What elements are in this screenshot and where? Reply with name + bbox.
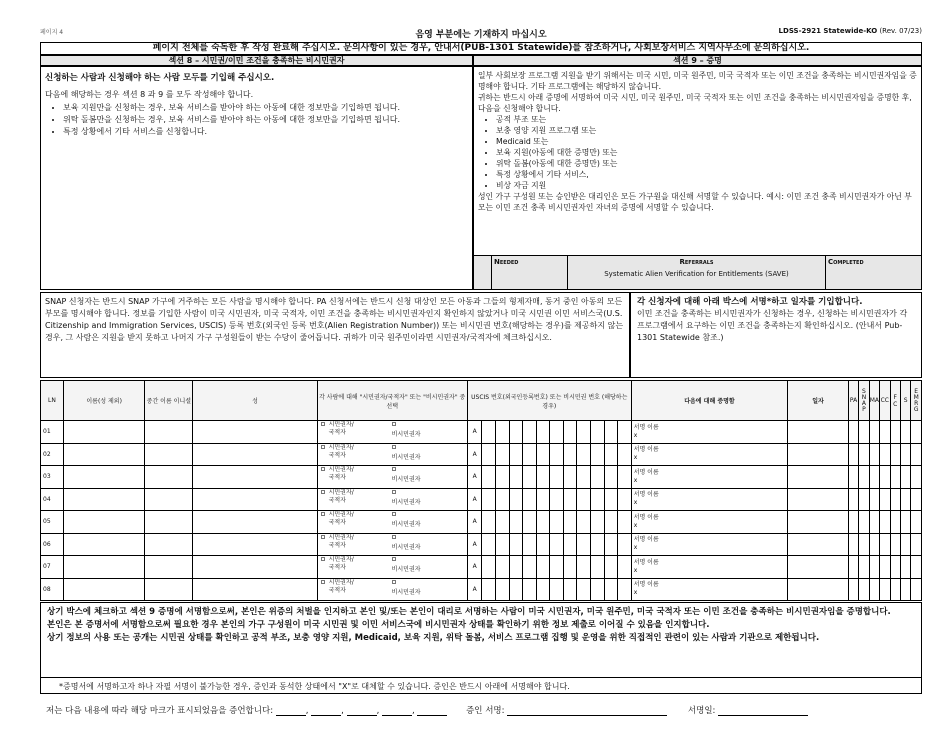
uscis-digit-field[interactable] bbox=[482, 466, 496, 489]
list-item: • 비상 자금 지원 bbox=[496, 180, 917, 191]
program-checkbox[interactable] bbox=[900, 443, 910, 466]
uscis-digit-field[interactable] bbox=[536, 511, 550, 534]
col-cc: CC bbox=[880, 381, 890, 421]
uscis-digit-field[interactable] bbox=[577, 421, 591, 444]
list-item: • 보육 지원만을 신청하는 경우, 보육 서비스를 받아야 하는 아동에 대한 정보만을 기입하면 됩니다. bbox=[63, 102, 468, 113]
uscis-digit-field[interactable] bbox=[590, 533, 604, 556]
citizen-checkbox[interactable] bbox=[321, 512, 325, 516]
date-field[interactable] bbox=[788, 556, 849, 579]
middle-initial-field[interactable] bbox=[145, 443, 193, 466]
status-cell: 시민권자/ 국적자 비시민권자 bbox=[317, 421, 467, 444]
uscis-digit-field[interactable] bbox=[618, 556, 632, 579]
first-name-field[interactable] bbox=[63, 556, 144, 579]
uscis-digit-field[interactable] bbox=[509, 466, 523, 489]
program-checkbox[interactable] bbox=[869, 421, 879, 444]
uscis-digit-field[interactable] bbox=[523, 466, 537, 489]
signature-field[interactable]: 서명 이름 x bbox=[631, 443, 788, 466]
middle-initial-field[interactable] bbox=[145, 511, 193, 534]
section9-bullets bbox=[496, 114, 917, 191]
shading-notice: 음영 부분에는 기재하지 마십시오 bbox=[415, 30, 547, 40]
affirmation-para1: 상기 박스에 체크하고 섹션 9 증명에 서명함으로써, 본인은 위증의 처벌을 인지하고 본인 및/또는 본인이 대리로 서명하는 사람이 미국 시민권자, 미국 원주민, 미국 국적자 또는 이민 조건을 충족하는 비시민권자임을 증명합니다. bbox=[47, 607, 891, 617]
section9-title: 섹션 9 – 증명 bbox=[473, 55, 922, 66]
mark-field[interactable] bbox=[311, 708, 341, 716]
uscis-digit-field[interactable] bbox=[618, 488, 632, 511]
last-name-field[interactable] bbox=[193, 511, 317, 534]
save-referral: Systematic Alien Verification for Entitlements (SAVE) bbox=[604, 270, 789, 278]
uscis-digit-field[interactable] bbox=[590, 466, 604, 489]
uscis-digit-field[interactable] bbox=[577, 578, 591, 601]
first-name-field[interactable] bbox=[63, 466, 144, 489]
col-s: S bbox=[900, 381, 910, 421]
mark-field[interactable] bbox=[417, 708, 447, 716]
uscis-digit-field[interactable] bbox=[523, 421, 537, 444]
last-name-field[interactable] bbox=[193, 533, 317, 556]
col-pa: PA bbox=[848, 381, 858, 421]
col-first-name: 이름(성 제외) bbox=[63, 381, 144, 421]
section8-intro: 다음에 해당하는 경우 섹션 8 과 9 를 모두 작성해야 합니다. bbox=[45, 90, 254, 99]
uscis-digit-field[interactable] bbox=[604, 578, 618, 601]
uscis-digit-field[interactable] bbox=[550, 466, 564, 489]
program-checkbox[interactable] bbox=[911, 421, 922, 444]
uscis-digit-field[interactable] bbox=[482, 578, 496, 601]
uscis-digit-field[interactable] bbox=[563, 556, 577, 579]
status-cell: 시민권자/ 국적자 비시민권자 bbox=[317, 466, 467, 489]
citizen-checkbox[interactable] bbox=[321, 422, 325, 426]
table-row bbox=[41, 421, 922, 444]
row-number: 02 bbox=[41, 443, 64, 466]
date-field[interactable] bbox=[788, 578, 849, 601]
row-number: 01 bbox=[41, 421, 64, 444]
uscis-digit-field[interactable] bbox=[563, 533, 577, 556]
program-checkbox[interactable] bbox=[911, 466, 922, 489]
noncitizen-checkbox[interactable] bbox=[392, 467, 396, 471]
uscis-prefix: A bbox=[467, 511, 482, 534]
uscis-digit-field[interactable] bbox=[482, 443, 496, 466]
uscis-digit-field[interactable] bbox=[618, 533, 632, 556]
program-checkbox[interactable] bbox=[880, 488, 890, 511]
uscis-digit-field[interactable] bbox=[509, 421, 523, 444]
uscis-digit-field[interactable] bbox=[550, 578, 564, 601]
program-checkbox[interactable] bbox=[869, 578, 879, 601]
table-row bbox=[41, 466, 922, 489]
noncitizen-checkbox[interactable] bbox=[392, 557, 396, 561]
row-number: 07 bbox=[41, 556, 64, 579]
program-checkbox[interactable] bbox=[880, 511, 890, 534]
witness-line: 저는 다음 내용에 따라 해당 마크가 표시되었음을 증언합니다: , , , , 증인 서명: 서명일: bbox=[40, 704, 922, 718]
affirmation-text bbox=[40, 602, 922, 678]
noncitizen-checkbox[interactable] bbox=[392, 580, 396, 584]
uscis-digit-field[interactable] bbox=[563, 421, 577, 444]
needed-header: Needed bbox=[492, 256, 568, 290]
middle-initial-field[interactable] bbox=[145, 556, 193, 579]
footnote: *증명서에 서명하고자 하나 자필 서명이 불가능한 경우, 증인과 동석한 상태에서 "X"로 대체할 수 있습니다. 증인은 반드시 아래에 서명해야 합니다. bbox=[40, 678, 922, 694]
signature-instructions-body: 이민 조건을 충족하는 비시민권자가 신청하는 경우, 신청하는 비시민권자가 각 프로그램에서 요구하는 이민 조건을 충족하는지 확인하십시오. (안내서 Pub-1301 Statewide 참조.) bbox=[637, 309, 908, 342]
program-checkbox[interactable] bbox=[859, 556, 869, 579]
first-name-field[interactable] bbox=[63, 511, 144, 534]
status-cell: 시민권자/ 국적자 비시민권자 bbox=[317, 533, 467, 556]
referrals-header: Referrals Systematic Alien Verification for Entitlements (SAVE) bbox=[568, 256, 826, 290]
signature-field[interactable]: 서명 이름 x bbox=[631, 421, 788, 444]
signature-field[interactable]: 서명 이름 x bbox=[631, 556, 788, 579]
program-checkbox[interactable] bbox=[880, 421, 890, 444]
uscis-prefix: A bbox=[467, 421, 482, 444]
mark-field[interactable] bbox=[347, 708, 377, 716]
row-number: 03 bbox=[41, 466, 64, 489]
uscis-digit-field[interactable] bbox=[550, 556, 564, 579]
mark-field[interactable] bbox=[276, 708, 306, 716]
signature-field[interactable]: 서명 이름 x bbox=[631, 578, 788, 601]
program-checkbox[interactable] bbox=[900, 466, 910, 489]
status-cell: 시민권자/ 국적자 비시민권자 bbox=[317, 556, 467, 579]
program-checkbox[interactable] bbox=[880, 533, 890, 556]
uscis-digit-field[interactable] bbox=[577, 511, 591, 534]
uscis-digit-field[interactable] bbox=[590, 556, 604, 579]
col-status: 각 사람에 대해 "시민권자/국적자" 또는 "비시민권자" 중 선택 bbox=[317, 381, 467, 421]
uscis-digit-field[interactable] bbox=[496, 421, 510, 444]
uscis-prefix: A bbox=[467, 578, 482, 601]
uscis-digit-field[interactable] bbox=[550, 443, 564, 466]
uscis-digit-field[interactable] bbox=[550, 511, 564, 534]
form-id: LDSS-2921 Statewide-KO (Rev. 07/23) bbox=[778, 27, 922, 35]
section8-heading: 신청하는 사람과 신청해야 하는 사람 모두를 기입해 주십시오. bbox=[45, 73, 275, 83]
first-name-field[interactable] bbox=[63, 488, 144, 511]
citizen-checkbox[interactable] bbox=[321, 557, 325, 561]
status-cell: 시민권자/ 국적자 비시민권자 bbox=[317, 511, 467, 534]
program-checkbox[interactable] bbox=[848, 556, 858, 579]
row-number: 05 bbox=[41, 511, 64, 534]
col-last-name: 성 bbox=[193, 381, 317, 421]
uscis-digit-field[interactable] bbox=[482, 421, 496, 444]
program-checkbox[interactable] bbox=[900, 578, 910, 601]
list-item: • 공적 부조 또는 bbox=[496, 114, 917, 125]
program-checkbox[interactable] bbox=[880, 556, 890, 579]
uscis-digit-field[interactable] bbox=[577, 533, 591, 556]
affirmation-para2: 본인은 본 증명서에 서명함으로써 필요한 경우 본인의 가구 구성원이 미국 시민권 및 이민 서비스국에 비시민권자 상태를 확인하기 위한 정보 제출로 이어질 수 있음을 인지합니다. bbox=[47, 620, 710, 630]
uscis-digit-field[interactable] bbox=[509, 488, 523, 511]
uscis-digit-field[interactable] bbox=[577, 466, 591, 489]
table-row bbox=[41, 533, 922, 556]
uscis-digit-field[interactable] bbox=[496, 578, 510, 601]
last-name-field[interactable] bbox=[193, 421, 317, 444]
col-date: 일자 bbox=[788, 381, 849, 421]
signature-field[interactable]: 서명 이름 x bbox=[631, 466, 788, 489]
witness-date-label: 서명일: bbox=[687, 706, 716, 716]
citizen-checkbox[interactable] bbox=[321, 580, 325, 584]
col-fc: F C bbox=[890, 381, 900, 421]
uscis-digit-field[interactable] bbox=[563, 511, 577, 534]
program-checkbox[interactable] bbox=[900, 421, 910, 444]
program-checkbox[interactable] bbox=[859, 578, 869, 601]
uscis-digit-field[interactable] bbox=[563, 443, 577, 466]
uscis-digit-field[interactable] bbox=[536, 556, 550, 579]
col-sign: 다음에 대해 증명함 bbox=[631, 381, 788, 421]
program-checkbox[interactable] bbox=[859, 443, 869, 466]
uscis-digit-field[interactable] bbox=[536, 466, 550, 489]
program-checkbox[interactable] bbox=[848, 533, 858, 556]
noncitizen-checkbox[interactable] bbox=[392, 535, 396, 539]
uscis-digit-field[interactable] bbox=[563, 466, 577, 489]
uscis-digit-field[interactable] bbox=[482, 533, 496, 556]
list-item: • Medicaid 또는 bbox=[496, 136, 917, 147]
signature-instructions-title: 각 신청자에 대해 아래 박스에 서명*하고 일자를 기입합니다. bbox=[637, 297, 863, 307]
program-checkbox[interactable] bbox=[859, 488, 869, 511]
witness-date-field[interactable] bbox=[718, 708, 808, 716]
program-checkbox[interactable] bbox=[890, 533, 900, 556]
program-checkbox[interactable] bbox=[911, 443, 922, 466]
program-checkbox[interactable] bbox=[900, 488, 910, 511]
snap-instructions: SNAP 신청자는 반드시 SNAP 가구에 거주하는 모든 사람을 명시해야 합니다. PA 신청서에는 반드시 신청 대상인 모든 아동과 그들의 형제자매, 동거 중인 아동의 모든 부모를 명시해야 합니다. 정보를 기입한 사람이 미국 시민권자, 미국 국적자, 이민 조건을 충족하는 비시민권자인지 확인하지 않았거나 미국 시민권 이민 서비스국(U.S. Citizenship and Immigration Services, USCIS) 등록 번호(외국인 등록 번호(Alien Registration Number)) 또는 비시민권 번호(해당하는 경우)를 제공하지 않는 경우, 그 사람은 지원을 받지 못하고 나머지 가구 구성원들이 받는 수당이 줄어듭니다. 귀하가 미국 원주민이라면 시민권자/국적자에 체크하십시오. bbox=[40, 292, 630, 378]
uscis-digit-field[interactable] bbox=[536, 533, 550, 556]
signature-field[interactable]: 서명 이름 x bbox=[631, 511, 788, 534]
date-field[interactable] bbox=[788, 511, 849, 534]
program-checkbox[interactable] bbox=[848, 578, 858, 601]
uscis-prefix: A bbox=[467, 443, 482, 466]
uscis-digit-field[interactable] bbox=[590, 443, 604, 466]
table-row bbox=[41, 511, 922, 534]
program-checkbox[interactable] bbox=[880, 466, 890, 489]
uscis-digit-field[interactable] bbox=[550, 421, 564, 444]
citizen-checkbox[interactable] bbox=[321, 467, 325, 471]
program-checkbox[interactable] bbox=[869, 533, 879, 556]
program-checkbox[interactable] bbox=[848, 488, 858, 511]
uscis-digit-field[interactable] bbox=[523, 533, 537, 556]
program-checkbox[interactable] bbox=[848, 466, 858, 489]
program-checkbox[interactable] bbox=[859, 466, 869, 489]
uscis-digit-field[interactable] bbox=[523, 556, 537, 579]
uscis-digit-field[interactable] bbox=[604, 488, 618, 511]
uscis-digit-field[interactable] bbox=[590, 511, 604, 534]
col-ma: MA bbox=[869, 381, 879, 421]
list-item: • 특정 상황에서 기타 서비스, bbox=[496, 169, 917, 180]
date-field[interactable] bbox=[788, 466, 849, 489]
middle-initial-field[interactable] bbox=[145, 421, 193, 444]
last-name-field[interactable] bbox=[193, 488, 317, 511]
col-emrg: E M R G bbox=[911, 381, 922, 421]
uscis-digit-field[interactable] bbox=[496, 466, 510, 489]
uscis-prefix: A bbox=[467, 533, 482, 556]
uscis-digit-field[interactable] bbox=[509, 556, 523, 579]
section8-body bbox=[40, 66, 473, 290]
uscis-prefix: A bbox=[467, 556, 482, 579]
status-cell: 시민권자/ 국적자 비시민권자 bbox=[317, 488, 467, 511]
citizen-checkbox[interactable] bbox=[321, 535, 325, 539]
uscis-digit-field[interactable] bbox=[550, 488, 564, 511]
uscis-digit-field[interactable] bbox=[536, 488, 550, 511]
uscis-digit-field[interactable] bbox=[618, 578, 632, 601]
program-checkbox[interactable] bbox=[911, 533, 922, 556]
last-name-field[interactable] bbox=[193, 556, 317, 579]
program-checkbox[interactable] bbox=[890, 556, 900, 579]
col-uscis: USCIS 번호(외국인등록번호) 또는 비시민권 번호 (해당하는 경우) bbox=[467, 381, 631, 421]
table-row bbox=[41, 488, 922, 511]
uscis-digit-field[interactable] bbox=[523, 443, 537, 466]
witness-signature-field[interactable] bbox=[507, 708, 667, 716]
uscis-digit-field[interactable] bbox=[577, 556, 591, 579]
uscis-digit-field[interactable] bbox=[604, 511, 618, 534]
uscis-digit-field[interactable] bbox=[577, 488, 591, 511]
uscis-digit-field[interactable] bbox=[577, 443, 591, 466]
program-checkbox[interactable] bbox=[848, 421, 858, 444]
program-checkbox[interactable] bbox=[848, 511, 858, 534]
noncitizen-checkbox[interactable] bbox=[392, 422, 396, 426]
list-item: • 보충 영양 지원 프로그램 또는 bbox=[496, 125, 917, 136]
date-field[interactable] bbox=[788, 421, 849, 444]
last-name-field[interactable] bbox=[193, 466, 317, 489]
date-field[interactable] bbox=[788, 488, 849, 511]
program-checkbox[interactable] bbox=[900, 511, 910, 534]
col-snap: S N A P bbox=[859, 381, 869, 421]
witness-signature-label: 증인 서명: bbox=[466, 706, 505, 716]
section9-para3: 성인 가구 구성원 또는 승인받은 대리인은 모든 가구원을 대신해 서명할 수 있습니다. 예시: 이민 조건 충족 비시민권자가 아닌 부모는 이민 조건 충족 비시민권자인 자녀의 증명에 서명할 수 있습니다. bbox=[478, 192, 912, 212]
uscis-digit-field[interactable] bbox=[563, 578, 577, 601]
middle-initial-field[interactable] bbox=[145, 466, 193, 489]
uscis-digit-field[interactable] bbox=[496, 443, 510, 466]
uscis-digit-field[interactable] bbox=[523, 488, 537, 511]
program-checkbox[interactable] bbox=[859, 421, 869, 444]
uscis-digit-field[interactable] bbox=[536, 578, 550, 601]
completed-header: Completed bbox=[826, 256, 922, 290]
uscis-digit-field[interactable] bbox=[523, 578, 537, 601]
citizen-checkbox[interactable] bbox=[321, 445, 325, 449]
uscis-digit-field[interactable] bbox=[590, 578, 604, 601]
uscis-digit-field[interactable] bbox=[604, 421, 618, 444]
last-name-field[interactable] bbox=[193, 443, 317, 466]
shaded-cell bbox=[474, 256, 492, 290]
program-checkbox[interactable] bbox=[880, 578, 890, 601]
program-checkbox[interactable] bbox=[869, 488, 879, 511]
uscis-digit-field[interactable] bbox=[604, 556, 618, 579]
middle-initial-field[interactable] bbox=[145, 578, 193, 601]
uscis-digit-field[interactable] bbox=[590, 421, 604, 444]
top-header bbox=[40, 27, 922, 39]
list-item: • 보육 지원(아동에 대한 증명만) 또는 bbox=[496, 147, 917, 158]
uscis-digit-field[interactable] bbox=[604, 443, 618, 466]
uscis-digit-field[interactable] bbox=[523, 511, 537, 534]
uscis-digit-field[interactable] bbox=[509, 443, 523, 466]
uscis-digit-field[interactable] bbox=[604, 533, 618, 556]
uscis-digit-field[interactable] bbox=[563, 488, 577, 511]
citizen-checkbox[interactable] bbox=[321, 490, 325, 494]
date-field[interactable] bbox=[788, 533, 849, 556]
program-checkbox[interactable] bbox=[911, 488, 922, 511]
uscis-digit-field[interactable] bbox=[496, 556, 510, 579]
middle-initial-field[interactable] bbox=[145, 488, 193, 511]
signature-field[interactable]: 서명 이름 x bbox=[631, 533, 788, 556]
col-middle-initial: 중간 이름 이니셜 bbox=[145, 381, 193, 421]
last-name-field[interactable] bbox=[193, 578, 317, 601]
uscis-digit-field[interactable] bbox=[496, 488, 510, 511]
uscis-digit-field[interactable] bbox=[496, 511, 510, 534]
program-checkbox[interactable] bbox=[911, 578, 922, 601]
program-checkbox[interactable] bbox=[880, 443, 890, 466]
program-checkbox[interactable] bbox=[848, 443, 858, 466]
program-checkbox[interactable] bbox=[869, 511, 879, 534]
referrals-table bbox=[473, 255, 922, 290]
col-ln: LN bbox=[41, 381, 64, 421]
first-name-field[interactable] bbox=[63, 533, 144, 556]
program-checkbox[interactable] bbox=[890, 443, 900, 466]
page-label: 페이지 4 bbox=[40, 29, 64, 36]
uscis-digit-field[interactable] bbox=[618, 466, 632, 489]
witness-statement: 저는 다음 내용에 따라 해당 마크가 표시되었음을 증언합니다: bbox=[46, 706, 274, 716]
uscis-digit-field[interactable] bbox=[604, 466, 618, 489]
uscis-digit-field[interactable] bbox=[482, 488, 496, 511]
first-name-field[interactable] bbox=[63, 578, 144, 601]
uscis-prefix: A bbox=[467, 488, 482, 511]
program-checkbox[interactable] bbox=[869, 556, 879, 579]
section8-bullets bbox=[63, 102, 468, 137]
noncitizen-checkbox[interactable] bbox=[392, 490, 396, 494]
uscis-digit-field[interactable] bbox=[618, 511, 632, 534]
section9-para2: 귀하는 반드시 아래 증명에 서명하여 미국 시민, 미국 원주민, 미국 국적자 또는 이민 조건을 충족하는 비시민권자임을 증명한 후, 다음을 신청해야 합니다. bbox=[478, 93, 912, 113]
affirmation-para3: 상기 정보의 사용 또는 공개는 시민권 상태를 확인하고 공적 부조, 보충 영양 지원, Medicaid, 보육 지원, 위탁 돌봄, 서비스 프로그램 집행 및 운영을 위한 직접적인 관련이 있는 사람과 기관으로 제한됩니다. bbox=[47, 633, 820, 643]
program-checkbox[interactable] bbox=[890, 466, 900, 489]
uscis-digit-field[interactable] bbox=[590, 488, 604, 511]
row-number: 04 bbox=[41, 488, 64, 511]
signature-field[interactable]: 서명 이름 x bbox=[631, 488, 788, 511]
uscis-digit-field[interactable] bbox=[536, 443, 550, 466]
program-checkbox[interactable] bbox=[911, 556, 922, 579]
program-checkbox[interactable] bbox=[869, 466, 879, 489]
status-cell: 시민권자/ 국적자 비시민권자 bbox=[317, 578, 467, 601]
row-number: 08 bbox=[41, 578, 64, 601]
mark-field[interactable] bbox=[382, 708, 412, 716]
program-checkbox[interactable] bbox=[890, 488, 900, 511]
noncitizen-checkbox[interactable] bbox=[392, 445, 396, 449]
uscis-digit-field[interactable] bbox=[482, 511, 496, 534]
table-row bbox=[41, 443, 922, 466]
uscis-digit-field[interactable] bbox=[618, 421, 632, 444]
list-item: • 위탁 돌봄(아동에 대한 증명만) 또는 bbox=[496, 158, 917, 169]
program-checkbox[interactable] bbox=[890, 578, 900, 601]
program-checkbox[interactable] bbox=[859, 511, 869, 534]
uscis-digit-field[interactable] bbox=[482, 556, 496, 579]
noncitizen-checkbox[interactable] bbox=[392, 512, 396, 516]
instruction-banner: 페이지 전체를 숙독한 후 작성 완료해 주십시오. 문의사항이 있는 경우, 안내서(PUB-1301 Statewide)를 참조하거나, 사회보장서비스 지역사무소에 문의하십시오. bbox=[40, 42, 922, 55]
first-name-field[interactable] bbox=[63, 421, 144, 444]
program-checkbox[interactable] bbox=[890, 421, 900, 444]
section8-title: 섹션 8 – 시민권/이민 조건을 충족하는 비시민권자 bbox=[40, 55, 473, 66]
table-row bbox=[41, 556, 922, 579]
program-checkbox[interactable] bbox=[890, 511, 900, 534]
uscis-digit-field[interactable] bbox=[536, 421, 550, 444]
first-name-field[interactable] bbox=[63, 443, 144, 466]
uscis-digit-field[interactable] bbox=[509, 533, 523, 556]
program-checkbox[interactable] bbox=[900, 533, 910, 556]
row-number: 06 bbox=[41, 533, 64, 556]
household-table bbox=[40, 380, 922, 601]
middle-initial-field[interactable] bbox=[145, 533, 193, 556]
table-row bbox=[41, 578, 922, 601]
program-checkbox[interactable] bbox=[869, 443, 879, 466]
uscis-digit-field[interactable] bbox=[618, 443, 632, 466]
program-checkbox[interactable] bbox=[859, 533, 869, 556]
list-item: • 특정 상황에서 기타 서비스를 신청합니다. bbox=[63, 126, 468, 137]
date-field[interactable] bbox=[788, 443, 849, 466]
list-item: • 위탁 돌봄만을 신청하는 경우, 보육 서비스를 받아야 하는 아동에 대한 정보만을 기입하면 됩니다. bbox=[63, 114, 468, 125]
uscis-digit-field[interactable] bbox=[550, 533, 564, 556]
program-checkbox[interactable] bbox=[911, 511, 922, 534]
uscis-prefix: A bbox=[467, 466, 482, 489]
uscis-digit-field[interactable] bbox=[509, 511, 523, 534]
program-checkbox[interactable] bbox=[900, 556, 910, 579]
section9-para1: 일부 사회보장 프로그램 지원을 받기 위해서는 미국 시민, 미국 원주민, 미국 국적자 또는 이민 조건을 충족하는 비시민권자임을 증명해야 합니다. 기타 프로그램에는 해당하지 않습니다. bbox=[478, 71, 917, 91]
status-cell: 시민권자/ 국적자 비시민권자 bbox=[317, 443, 467, 466]
signature-instructions bbox=[630, 292, 922, 378]
uscis-digit-field[interactable] bbox=[509, 578, 523, 601]
uscis-digit-field[interactable] bbox=[496, 533, 510, 556]
